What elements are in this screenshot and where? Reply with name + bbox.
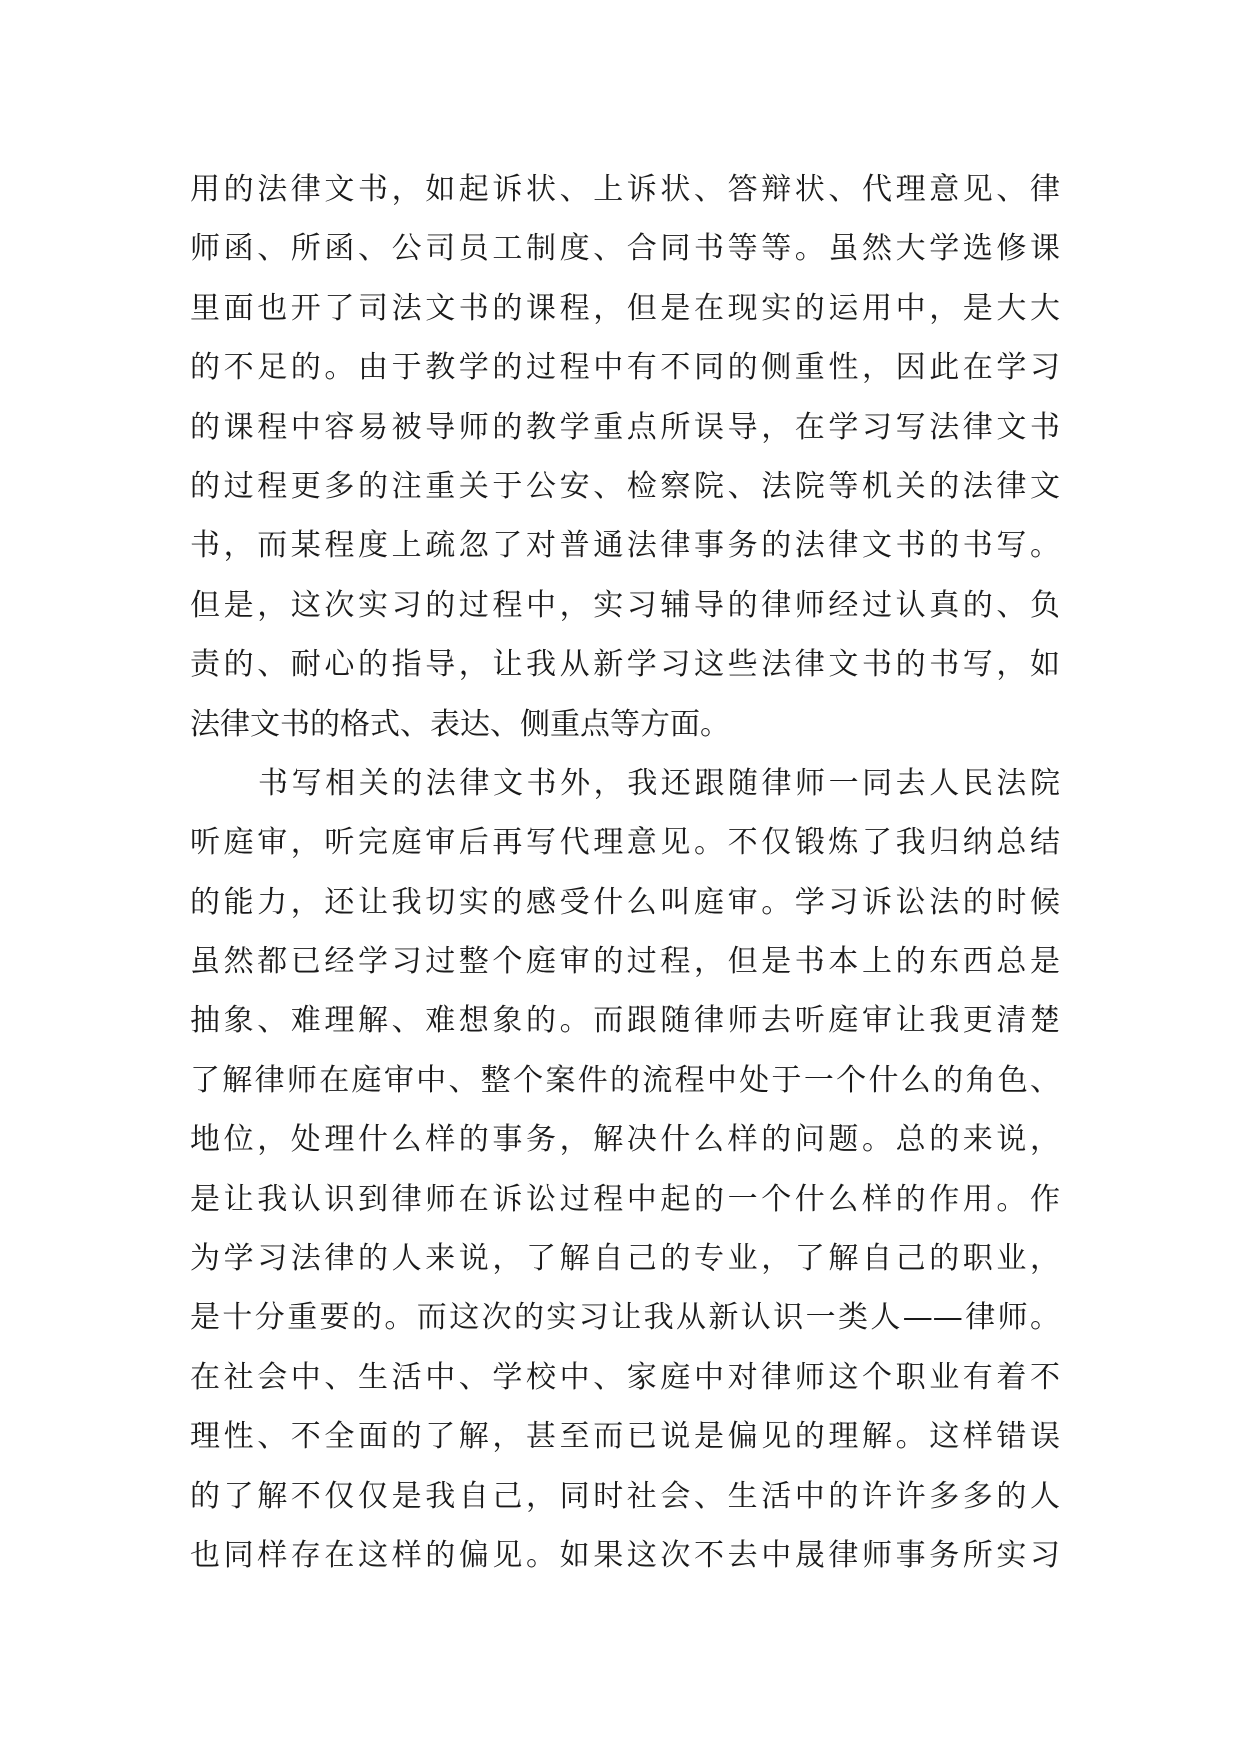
text-line: 理性、不全面的了解，甚至而已说是偏见的理解。这样错误 (190, 1419, 1060, 1455)
text-line: 但是，这次实习的过程中，实习辅导的律师经过认真的、负 (190, 587, 1060, 623)
text-line: 的能力，还让我切实的感受什么叫庭审。学习诉讼法的时候 (190, 884, 1060, 920)
text-line: 用的法律文书，如起诉状、上诉状、答辩状、代理意见、律 (190, 172, 1060, 207)
text-line: 的了解不仅仅是我自己，同时社会、生活中的许许多多的人 (190, 1478, 1060, 1514)
text-line: 里面也开了司法文书的课程，但是在现实的运用中，是大大 (190, 290, 1060, 326)
text-line: 也同样存在这样的偏见。如果这次不去中晟律师事务所实习 (190, 1537, 1060, 1573)
text-line: 在社会中、生活中、学校中、家庭中对律师这个职业有着不 (190, 1359, 1060, 1395)
text-line: 听庭审，听完庭审后再写代理意见。不仅锻炼了我归纳总结 (190, 825, 1060, 861)
text-line: 的不足的。由于教学的过程中有不同的侧重性，因此在学习 (190, 350, 1060, 386)
text-line: 了解律师在庭审中、整个案件的流程中处于一个什么的角色、 (190, 1062, 1060, 1098)
text-line: 的课程中容易被导师的教学重点所误导，在学习写法律文书 (190, 409, 1060, 445)
text-line: 是让我认识到律师在诉讼过程中起的一个什么样的作用。作 (190, 1181, 1060, 1217)
text-line: 虽然都已经学习过整个庭审的过程，但是书本上的东西总是 (190, 944, 1060, 980)
text-line: 的过程更多的注重关于公安、检察院、法院等机关的法律文 (190, 468, 1060, 504)
text-line: 师函、所函、公司员工制度、合同书等等。虽然大学选修课 (190, 231, 1060, 267)
text-line: 为学习法律的人来说，了解自己的专业，了解自己的职业， (190, 1241, 1060, 1277)
body-text (190, 160, 1060, 1585)
text-line: 地位，处理什么样的事务，解决什么样的问题。总的来说， (190, 1122, 1060, 1158)
text-line: 抽象、难理解、难想象的。而跟随律师去听庭审让我更清楚 (190, 1003, 1060, 1039)
text-line: 是十分重要的。而这次的实习让我从新认识一类人——律师。 (190, 1300, 1060, 1336)
text-line: 书，而某程度上疏忽了对普通法律事务的法律文书的书写。 (190, 528, 1060, 564)
text-line: 责的、耐心的指导，让我从新学习这些法律文书的书写，如 (190, 647, 1060, 683)
paragraph-first-line: 书写相关的法律文书外，我还跟随律师一同去人民法院 (258, 765, 1060, 801)
paragraph-end-line: 法律文书的格式、表达、侧重点等方面。 (190, 706, 730, 742)
